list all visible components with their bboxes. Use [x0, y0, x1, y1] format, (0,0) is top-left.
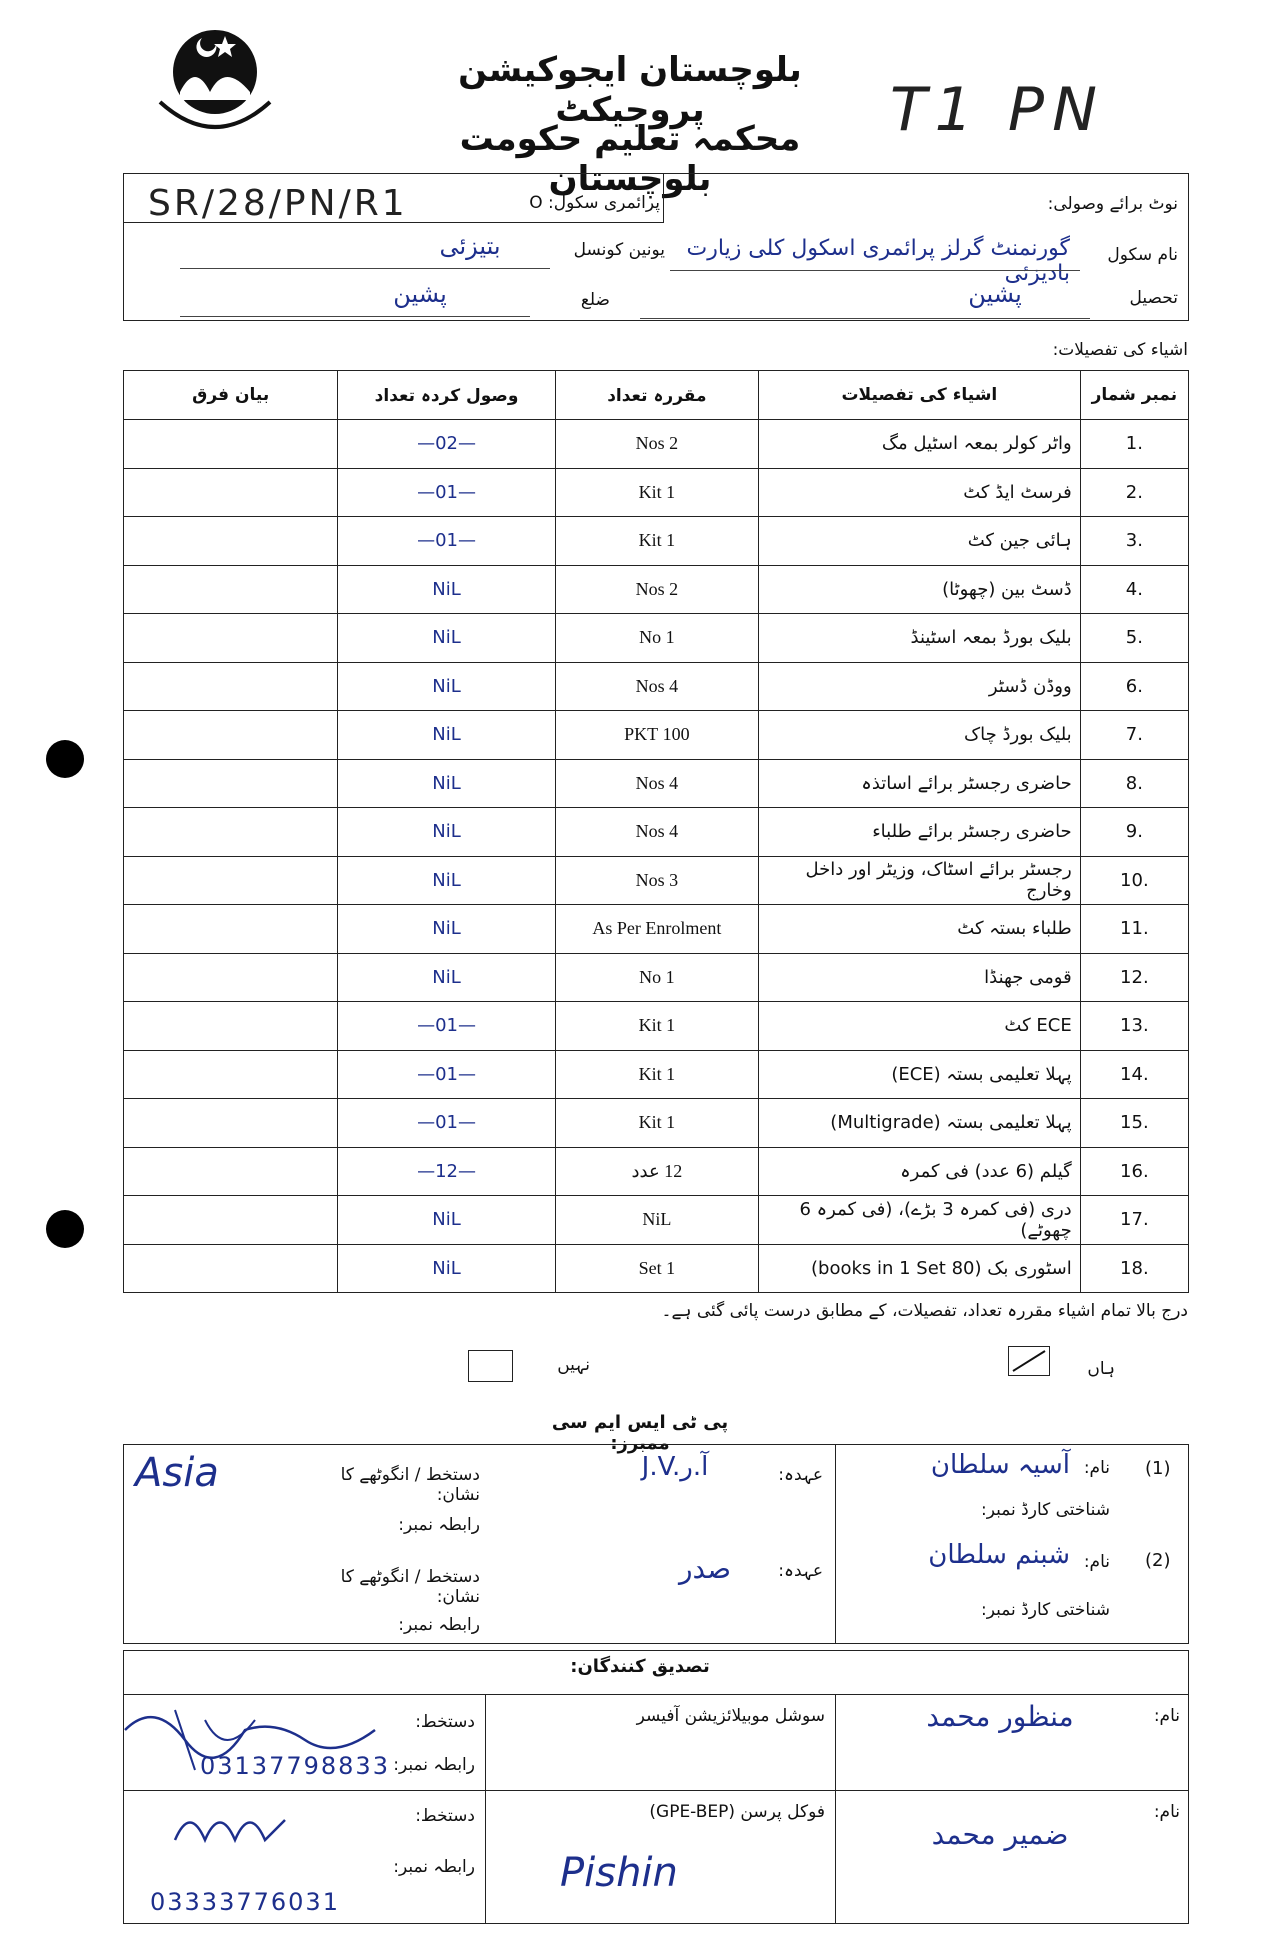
- district-underline: [180, 316, 530, 317]
- member-2-role-value: صدر: [679, 1552, 731, 1585]
- primary-school-label: پرائمری سکول: O: [529, 193, 660, 213]
- item-received-qty: —01—: [338, 468, 555, 517]
- verifier-2-role: فوکل پرسن (GPE-BEP): [649, 1802, 825, 1822]
- seal-emblem-icon: [150, 22, 280, 142]
- table-row: [124, 565, 1189, 614]
- item-received-qty: NiL: [338, 711, 555, 760]
- item-difference: [124, 1050, 338, 1099]
- item-received-qty: NiL: [338, 1244, 555, 1293]
- table-row: [124, 759, 1189, 808]
- note-label: نوٹ برائے وصولی:: [1047, 194, 1178, 214]
- item-difference: [124, 468, 338, 517]
- header-no: نمبر شمار: [1080, 371, 1188, 420]
- item-received-qty: NiL: [338, 614, 555, 663]
- verifier-1-contact-label: رابطہ نمبر:: [393, 1755, 475, 1775]
- member-2-cnic-label: شناختی کارڈ نمبر:: [980, 1600, 1110, 1620]
- item-received-qty: NiL: [338, 905, 555, 954]
- member-1-name-value: آسیہ سلطان: [930, 1450, 1070, 1480]
- item-difference: [124, 953, 338, 1002]
- item-difference: [124, 905, 338, 954]
- union-council-label: یونین کونسل: [573, 240, 665, 260]
- table-row: [124, 1244, 1189, 1293]
- item-no: .9: [1080, 808, 1188, 857]
- item-allotted-qty: 4 Nos: [555, 759, 758, 808]
- item-description: پہلا تعلیمی بستہ (Multigrade): [759, 1099, 1081, 1148]
- item-no: .12: [1080, 953, 1188, 1002]
- item-no: .15: [1080, 1099, 1188, 1148]
- item-description: حاضری رجسٹر برائے طلباء: [759, 808, 1081, 857]
- ptsmc-heading: پی ٹی ایس ایم سی ممبرز:: [551, 1412, 729, 1454]
- yes-checkbox[interactable]: [1008, 1346, 1050, 1376]
- verifier-2-name-label: نام:: [1153, 1802, 1180, 1822]
- verifiers-heading-line: [123, 1694, 1189, 1695]
- item-received-qty: NiL: [338, 953, 555, 1002]
- info-divider: [663, 173, 664, 223]
- item-difference: [124, 711, 338, 760]
- member-1-sign-label: دستخط / انگوٹھے کا نشان:: [340, 1465, 480, 1505]
- header-allotted: مقررہ تعداد: [555, 371, 758, 420]
- member-2-contact-label: رابطہ نمبر:: [398, 1615, 480, 1635]
- table-row: [124, 662, 1189, 711]
- item-no: .2: [1080, 468, 1188, 517]
- item-allotted-qty: 4 Nos: [555, 662, 758, 711]
- item-difference: [124, 420, 338, 469]
- confirmation-statement: درج بالا تمام اشیاء مقررہ تعداد، تفصیلات، کے مطابق درست پائی گئی ہے۔: [661, 1301, 1188, 1321]
- header-difference: بیان فرق: [124, 371, 338, 420]
- item-difference: [124, 614, 338, 663]
- items-table: [123, 370, 1189, 1293]
- table-row: [124, 468, 1189, 517]
- item-difference: [124, 759, 338, 808]
- item-allotted-qty: 1 Kit: [555, 1002, 758, 1051]
- item-no: .17: [1080, 1196, 1188, 1245]
- member-1-role-value: J.V.آ.ر: [641, 1452, 709, 1482]
- verifier-2-contact-value: 03333776031: [150, 1888, 340, 1916]
- table-row: [124, 1002, 1189, 1051]
- table-row: [124, 1147, 1189, 1196]
- item-description: رجسٹر برائے اسٹاک، وزیٹر اور داخل وخارج: [759, 856, 1081, 905]
- item-received-qty: —01—: [338, 1099, 555, 1148]
- verifier-1-sign-label: دستخط:: [415, 1712, 475, 1732]
- table-row: [124, 1196, 1189, 1245]
- school-code: SR/28/PN/R1: [148, 183, 408, 224]
- member-1-contact-label: رابطہ نمبر:: [398, 1515, 480, 1535]
- item-description: ووڈن ڈسٹر: [759, 662, 1081, 711]
- item-description: حاضری رجسٹر برائے اساتذہ: [759, 759, 1081, 808]
- item-description: ہائی جین کٹ: [759, 517, 1081, 566]
- member-2-index: (2): [1145, 1550, 1171, 1571]
- header-description: اشیاء کی تفصیلات: [759, 371, 1081, 420]
- item-no: .7: [1080, 711, 1188, 760]
- table-row: [124, 1099, 1189, 1148]
- item-received-qty: NiL: [338, 856, 555, 905]
- item-allotted-qty: 1 Kit: [555, 468, 758, 517]
- item-description: بلیک بورڈ چاک: [759, 711, 1081, 760]
- item-allotted-qty: 1 Kit: [555, 517, 758, 566]
- verifier-1-role: سوشل موبیلائزیشن آفیسر: [636, 1706, 825, 1726]
- item-allotted-qty: 1 Set: [555, 1244, 758, 1293]
- verifier-1-contact-value: 03137798833: [200, 1752, 390, 1780]
- verifier-2-signature-icon: [170, 1800, 290, 1850]
- corner-handwritten-mark: T1 PN: [890, 75, 1105, 145]
- ptsmc-divider: [835, 1444, 836, 1644]
- school-name-value: گورنمنٹ گرلز پرائمری اسکول کلی زیارت بادیزئی: [686, 236, 1070, 286]
- checkmark-icon: [1009, 1347, 1049, 1375]
- item-description: پہلا تعلیمی بستہ (ECE): [759, 1050, 1081, 1099]
- table-row: [124, 953, 1189, 1002]
- item-no: .16: [1080, 1147, 1188, 1196]
- member-1-role-label: عہدہ:: [778, 1465, 823, 1485]
- punch-hole-top: [46, 740, 84, 778]
- item-difference: [124, 517, 338, 566]
- item-received-qty: —12—: [338, 1147, 555, 1196]
- item-description: گیلم (6 عدد) فی کمرہ: [759, 1147, 1081, 1196]
- item-received-qty: —01—: [338, 1002, 555, 1051]
- verifier-2-name-value: ضمیر محمد: [931, 1818, 1069, 1851]
- member-2-name-label: نام:: [1083, 1552, 1110, 1572]
- verifier-2-sign-label: دستخط:: [415, 1806, 475, 1826]
- member-1-cnic-label: شناختی کارڈ نمبر:: [980, 1500, 1110, 1520]
- district-value: پشین: [393, 280, 447, 308]
- table-row: [124, 711, 1189, 760]
- item-allotted-qty: 1 Kit: [555, 1050, 758, 1099]
- item-allotted-qty: 4 Nos: [555, 808, 758, 857]
- yes-label: ہاں: [1087, 1359, 1115, 1379]
- item-difference: [124, 808, 338, 857]
- item-description: ECE کٹ: [759, 1002, 1081, 1051]
- verifiers-divider-left: [485, 1694, 486, 1924]
- verifier-1-name-value: منظور محمد: [926, 1700, 1074, 1733]
- project-title: بلوچستان ایجوکیشن پروجیکٹ: [458, 50, 802, 130]
- item-difference: [124, 565, 338, 614]
- items-details-label: اشیاء کی تفصیلات:: [1052, 340, 1188, 360]
- item-no: .10: [1080, 856, 1188, 905]
- item-description: فرسٹ ایڈ کٹ: [759, 468, 1081, 517]
- verifier-1-name-label: نام:: [1153, 1706, 1180, 1726]
- school-name-label: نام سکول: [1107, 245, 1178, 265]
- item-allotted-qty: 2 Nos: [555, 420, 758, 469]
- member-2-sign-label: دستخط / انگوٹھے کا نشان:: [340, 1567, 480, 1607]
- header-received: وصول کردہ تعداد: [338, 371, 555, 420]
- member-1-signature: Asia: [135, 1450, 219, 1496]
- item-allotted-qty: As Per Enrolment: [555, 905, 758, 954]
- school-name-underline: [670, 270, 1080, 271]
- member-1-index: (1): [1145, 1458, 1171, 1479]
- member-2-role-label: عہدہ:: [778, 1561, 823, 1581]
- item-difference: [124, 662, 338, 711]
- item-no: .6: [1080, 662, 1188, 711]
- item-no: .5: [1080, 614, 1188, 663]
- item-received-qty: NiL: [338, 759, 555, 808]
- item-allotted-qty: 3 Nos: [555, 856, 758, 905]
- tehsil-label: تحصیل: [1129, 288, 1178, 308]
- verifier-2-extra-signature: Pishin: [560, 1850, 678, 1896]
- item-difference: [124, 1196, 338, 1245]
- verifiers-heading: تصدیق کنندگان:: [570, 1656, 710, 1677]
- table-row: [124, 808, 1189, 857]
- item-no: .1: [1080, 420, 1188, 469]
- no-label: نہیں: [557, 1355, 590, 1375]
- item-difference: [124, 1147, 338, 1196]
- tehsil-value: پشین: [968, 280, 1022, 308]
- item-no: .8: [1080, 759, 1188, 808]
- item-description: اسٹوری بک (80 books in 1 Set): [759, 1244, 1081, 1293]
- table-header-row: [124, 371, 1189, 420]
- member-2-name-value: شبنم سلطان: [928, 1540, 1070, 1570]
- table-row: [124, 1050, 1189, 1099]
- item-received-qty: —02—: [338, 420, 555, 469]
- item-no: .18: [1080, 1244, 1188, 1293]
- district-label: ضلع: [580, 290, 610, 310]
- item-no: .4: [1080, 565, 1188, 614]
- table-row: [124, 905, 1189, 954]
- item-difference: [124, 856, 338, 905]
- item-allotted-qty: 100 PKT: [555, 711, 758, 760]
- item-allotted-qty: 1 No: [555, 614, 758, 663]
- item-difference: [124, 1244, 338, 1293]
- item-difference: [124, 1099, 338, 1148]
- item-received-qty: NiL: [338, 1196, 555, 1245]
- item-allotted-qty: NiL: [555, 1196, 758, 1245]
- union-council-underline: [180, 268, 550, 269]
- item-received-qty: NiL: [338, 808, 555, 857]
- item-received-qty: NiL: [338, 565, 555, 614]
- item-received-qty: —01—: [338, 517, 555, 566]
- item-description: واٹر کولر بمعہ اسٹیل مگ: [759, 420, 1081, 469]
- verifier-2-contact-label: رابطہ نمبر:: [393, 1857, 475, 1877]
- punch-hole-bottom: [46, 1210, 84, 1248]
- item-allotted-qty: 1 No: [555, 953, 758, 1002]
- union-council-value: بتیزئی: [439, 232, 501, 260]
- item-description: طلباء بستہ کٹ: [759, 905, 1081, 954]
- item-description: بلیک بورڈ بمعہ اسٹینڈ: [759, 614, 1081, 663]
- department-title: محکمہ تعلیم حکومت بلوچستان: [459, 119, 801, 199]
- item-description: دری (فی کمرہ 3 بڑے)، (فی کمرہ 6 چھوٹے): [759, 1196, 1081, 1245]
- table-row: [124, 420, 1189, 469]
- item-no: .13: [1080, 1002, 1188, 1051]
- verifiers-divider-right: [835, 1694, 836, 1924]
- no-checkbox[interactable]: [468, 1350, 513, 1382]
- item-received-qty: —01—: [338, 1050, 555, 1099]
- tehsil-underline: [640, 318, 1090, 319]
- item-allotted-qty: 2 Nos: [555, 565, 758, 614]
- table-row: [124, 614, 1189, 663]
- item-no: .3: [1080, 517, 1188, 566]
- item-allotted-qty: 1 Kit: [555, 1099, 758, 1148]
- item-no: .14: [1080, 1050, 1188, 1099]
- table-row: [124, 856, 1189, 905]
- table-row: [124, 517, 1189, 566]
- item-description: قومی جھنڈا: [759, 953, 1081, 1002]
- item-difference: [124, 1002, 338, 1051]
- item-allotted-qty: 12 عدد: [555, 1147, 758, 1196]
- item-description: ڈسٹ بین (چھوٹا): [759, 565, 1081, 614]
- item-received-qty: NiL: [338, 662, 555, 711]
- item-no: .11: [1080, 905, 1188, 954]
- member-1-name-label: نام:: [1083, 1458, 1110, 1478]
- verifiers-row-line: [123, 1790, 1189, 1791]
